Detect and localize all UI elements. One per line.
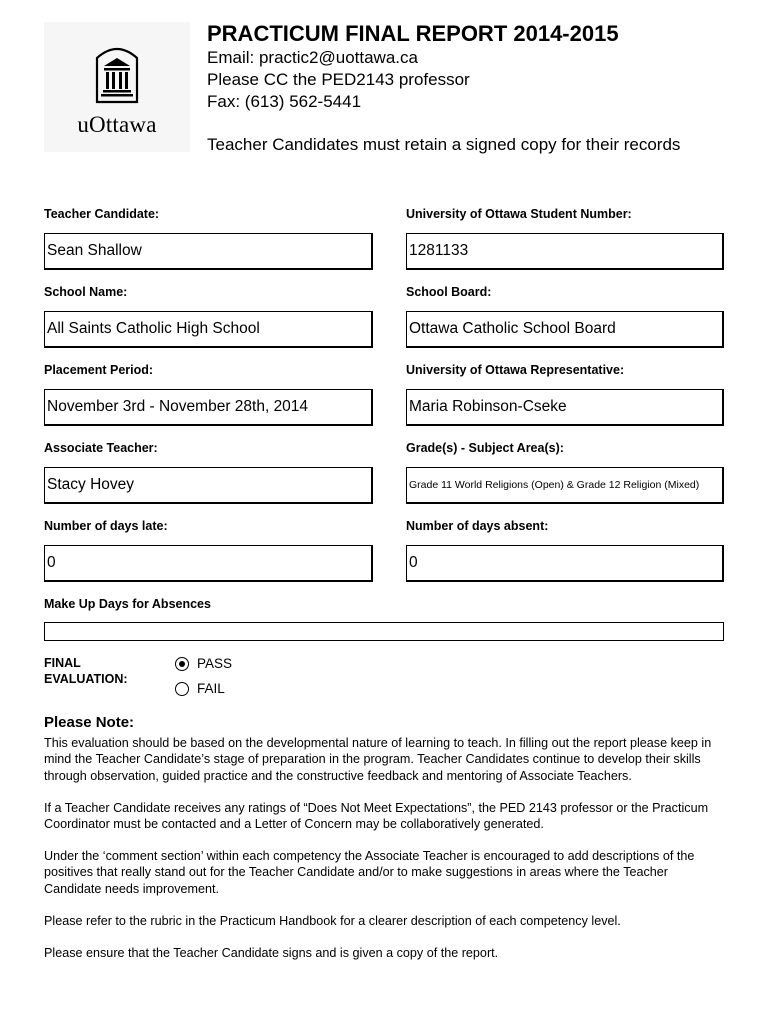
days-absent-label: Number of days absent: [406,519,549,533]
student-number-label: University of Ottawa Student Number: [406,207,632,221]
please-note-heading: Please Note: [44,714,135,731]
page-title: PRACTICUM FINAL REPORT 2014-2015 [207,21,619,46]
school-name-label: School Name: [44,285,128,299]
note-paragraph-2: If a Teacher Candidate receives any ratings of “Does Not Meet Expectations”, the PED 2143 professor or the Practicum Coordinator must be contacted and a Letter of Concern may be collaboratively generated. [44,801,709,832]
placement-period-label: Placement Period: [44,363,154,377]
pass-label: PASS [197,656,233,671]
final-label: FINAL [44,656,81,670]
fax-line: Fax: (613) 562-5441 [207,92,362,111]
evaluation-label: EVALUATION: [44,672,128,686]
makeup-days-label: Make Up Days for Absences [44,597,211,611]
representative-field[interactable]: Maria Robinson-Cseke [406,389,724,426]
school-name-field[interactable]: All Saints Catholic High School [44,311,373,348]
school-board-label: School Board: [406,285,492,299]
representative-label: University of Ottawa Representative: [406,363,625,377]
note-paragraph-5: Please ensure that the Teacher Candidate signs and is given a copy of the report. [44,946,499,960]
email-line: Email: practic2@uottawa.ca [207,48,418,67]
days-absent-field[interactable]: 0 [406,545,724,582]
student-number-field[interactable]: 1281133 [406,233,724,270]
note-paragraph-1: This evaluation should be based on the developmental nature of learning to teach. In filling out the report please keep in mind the Teacher Candidate’s stage of preparation in the program. Teacher Candidates continue to develop their skills through observation, guided practice and the constructive feedback and mentoring of Associate Teachers. [44,736,712,783]
days-late-field[interactable]: 0 [44,545,373,582]
placement-period-field[interactable]: November 3rd - November 28th, 2014 [44,389,373,426]
cc-line: Please CC the PED2143 professor [207,70,470,89]
teacher-candidate-label: Teacher Candidate: [44,207,160,221]
fail-radio[interactable] [175,682,189,696]
note-paragraph-4: Please refer to the rubric in the Practicum Handbook for a clearer description of each competency level. [44,914,621,928]
grades-subjects-field[interactable]: Grade 11 World Religions (Open) & Grade 12 Religion (Mixed) [406,467,724,504]
university-building-icon [92,42,142,104]
logo-wordmark: uOttawa [77,112,157,137]
fail-label: FAIL [197,681,225,696]
fail-option[interactable] [175,681,225,696]
school-board-field[interactable]: Ottawa Catholic School Board [406,311,724,348]
uottawa-logo [44,22,190,152]
pass-option[interactable] [175,656,232,671]
teacher-candidate-field[interactable]: Sean Shallow [44,233,373,270]
makeup-days-field[interactable] [44,622,724,641]
pass-radio[interactable] [175,657,189,671]
associate-teacher-label: Associate Teacher: [44,441,158,455]
note-paragraph-3: Under the ‘comment section’ within each competency the Associate Teacher is encouraged to add descriptions of the positives that really stand out for the Teacher Candidate and/or to make suggestions in areas where the Teacher Candidate needs improvement. [44,849,695,896]
grades-subjects-label: Grade(s) - Subject Area(s): [406,441,564,455]
days-late-label: Number of days late: [44,519,168,533]
retain-copy-line: Teacher Candidates must retain a signed copy for their records [207,135,681,154]
associate-teacher-field[interactable]: Stacy Hovey [44,467,373,504]
